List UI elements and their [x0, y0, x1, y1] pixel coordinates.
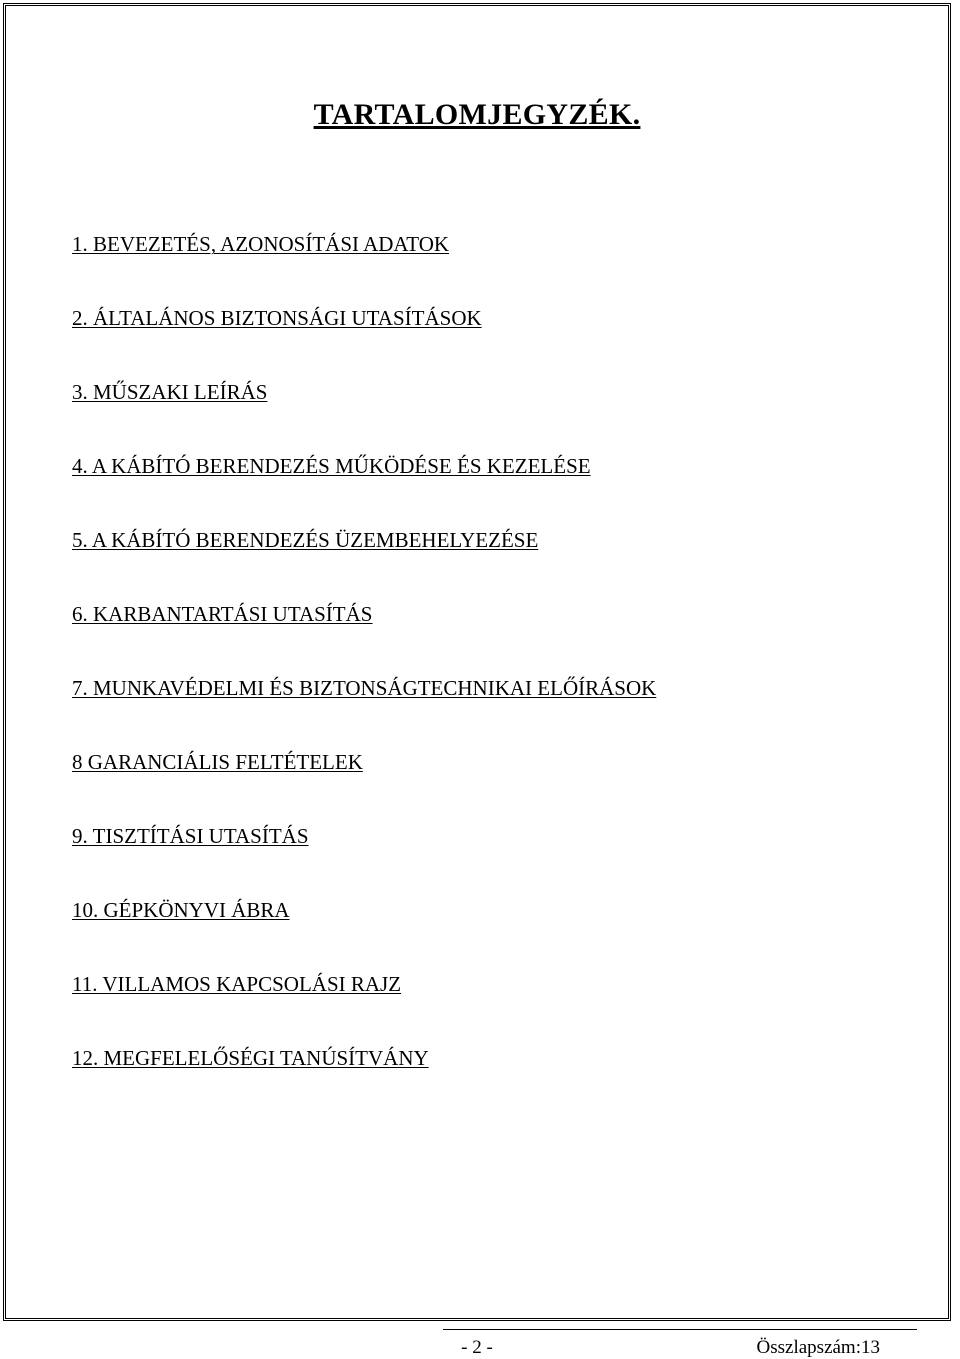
- toc-link-6[interactable]: 6. KARBANTARTÁSI UTASÍTÁS: [72, 602, 373, 626]
- toc-link-9[interactable]: 9. TISZTÍTÁSI UTASÍTÁS: [72, 824, 309, 848]
- toc-item-2: [72, 302, 656, 376]
- toc-item-4: [72, 450, 656, 524]
- toc-item-7: [72, 672, 656, 746]
- toc-item-6: [72, 598, 656, 672]
- toc-item-10: [72, 894, 656, 968]
- toc-item-3: [72, 376, 656, 450]
- toc-link-12[interactable]: 12. MEGFELELŐSÉGI TANÚSÍTVÁNY: [72, 1046, 429, 1070]
- footer-total-pages: Összlapszám:13: [756, 1337, 880, 1358]
- toc-link-3[interactable]: 3. MŰSZAKI LEÍRÁS: [72, 380, 268, 404]
- footer-page-number: - 2 -: [461, 1337, 493, 1358]
- footer-rule: [443, 1329, 917, 1330]
- toc-item-12: [72, 1042, 656, 1116]
- toc-item-5: [72, 524, 656, 598]
- toc-link-1[interactable]: 1. BEVEZETÉS, AZONOSÍTÁSI ADATOK: [72, 232, 450, 256]
- toc-link-4[interactable]: 4. A KÁBÍTÓ BERENDEZÉS MŰKÖDÉSE ÉS KEZELÉSE: [72, 454, 591, 478]
- toc-item-1: [72, 228, 656, 302]
- page-footer: [0, 1324, 960, 1357]
- toc-item-8: [72, 746, 656, 820]
- toc-link-11[interactable]: 11. VILLAMOS KAPCSOLÁSI RAJZ: [72, 972, 402, 996]
- toc-item-11: [72, 968, 656, 1042]
- toc-link-7[interactable]: 7. MUNKAVÉDELMI ÉS BIZTONSÁGTECHNIKAI ELŐÍRÁSOK: [72, 676, 657, 700]
- toc-link-10[interactable]: 10. GÉPKÖNYVI ÁBRA: [72, 898, 290, 922]
- page-title: TARTALOMJEGYZÉK.: [313, 98, 641, 131]
- toc-link-8[interactable]: 8 GARANCIÁLIS FELTÉTELEK: [72, 750, 363, 774]
- toc-link-5[interactable]: 5. A KÁBÍTÓ BERENDEZÉS ÜZEMBEHELYEZÉSE: [72, 528, 539, 552]
- toc-item-9: [72, 820, 656, 894]
- table-of-contents: [72, 228, 656, 1116]
- toc-link-2[interactable]: 2. ÁLTALÁNOS BIZTONSÁGI UTASÍTÁSOK: [72, 306, 482, 330]
